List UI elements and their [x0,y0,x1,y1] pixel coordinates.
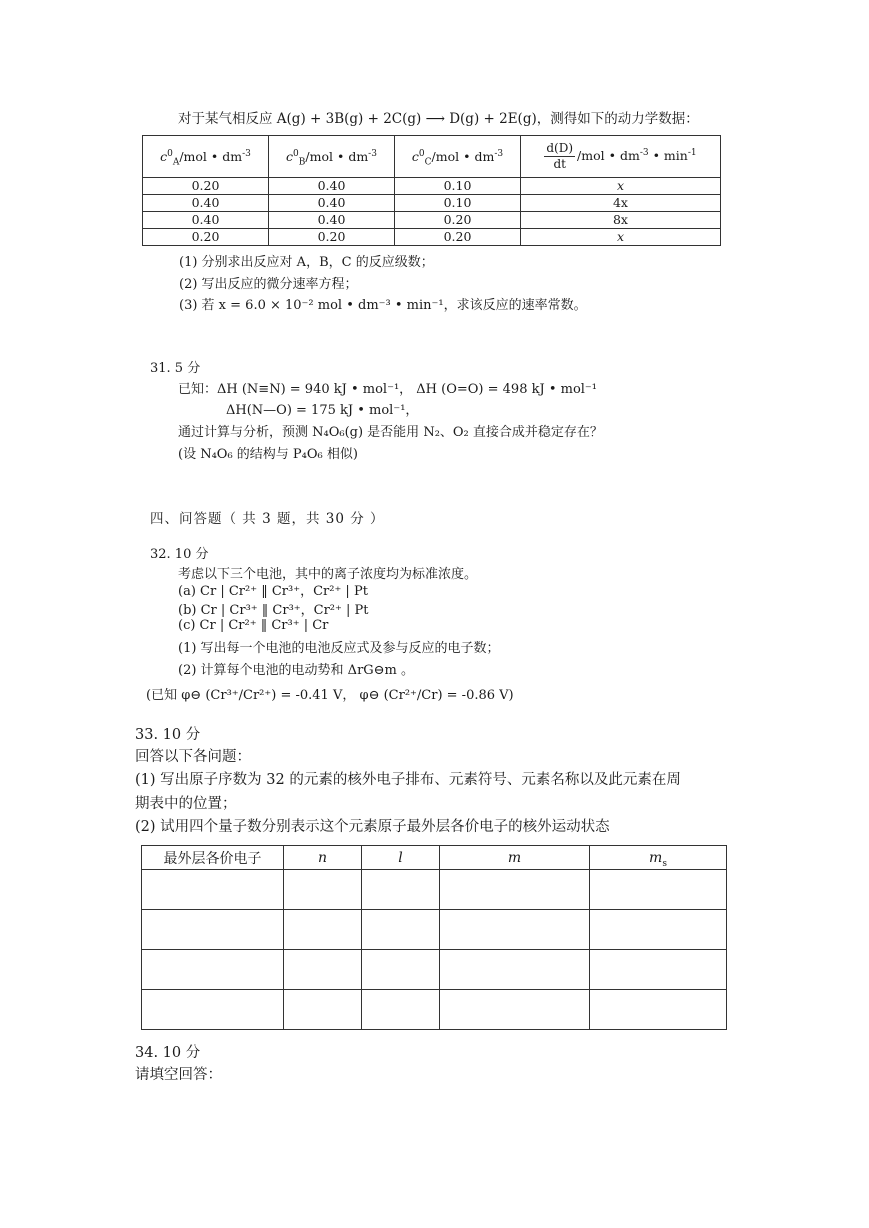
table-cell[interactable] [362,910,440,950]
table-cell: x [521,178,721,195]
q33-sub1-a: (1) 写出原子序数为 32 的元素的核外电子排布、元素符号、元素名称以及此元素在周 [135,772,681,788]
table-cell[interactable] [284,950,362,990]
table-cell: 4x [521,195,721,212]
q31-line1: 已知：ΔH (N≡N) = 940 kJ • mol⁻¹， ΔH (O=O) = 498 kJ • mol⁻¹ [178,382,598,397]
q34-intro: 请填空回答： [135,1067,222,1083]
q30-intro: 对于某气相反应 A(g) + 3B(g) + 2C(g) ⟶ D(g) + 2E(g)，测得如下的动力学数据： [178,111,699,127]
table-cell: 0.10 [395,195,521,212]
table-cell: 0.40 [143,195,269,212]
q33-title: 33. 10 分 [135,727,201,743]
quantum-number-table [141,845,727,1030]
table-cell[interactable] [284,910,362,950]
table-cell: 8x [521,212,721,229]
header-rate: $\frac{d(D)}{dt}$ /mol • $dm^{-3}$ • $\min^{-1}$ [521,136,721,178]
table-cell[interactable] [142,870,284,910]
table-row [142,990,727,1030]
q30-sub3: (3) 若 x = 6.0 × 10⁻² mol • dm⁻³ • min⁻¹，求该反应的速率常数。 [179,298,587,313]
q33-intro: 回答以下各问题： [135,749,251,765]
q32-intro: 考虑以下三个电池，其中的离子浓度均为标准浓度。 [178,567,478,582]
table-row [142,870,727,910]
q32-cell-a: (a) Cr | Cr²⁺ ‖ Cr³⁺，Cr²⁺ | Pt [178,584,368,599]
table-cell[interactable] [590,910,727,950]
q31-line4: (设 N₄O₆ 的结构与 P₄O₆ 相似) [178,447,358,462]
table-cell: x [521,229,721,246]
table-cell[interactable] [590,990,727,1030]
table-cell[interactable] [142,910,284,950]
table-cell[interactable] [142,990,284,1030]
q31-line3: 通过计算与分析，预测 N₄O₆(g) 是否能用 N₂、O₂ 直接合成并稳定存在？ [178,425,603,440]
q31-line2: ΔH(N—O) = 175 kJ • mol⁻¹， [226,403,419,418]
table-row [143,178,721,195]
header-valence-electron: 最外层各价电子 [142,846,284,870]
table-row [142,950,727,990]
table-row [143,195,721,212]
table-row [142,910,727,950]
q31-title: 31. 5 分 [150,361,201,376]
table-cell: 0.20 [143,229,269,246]
table-cell[interactable] [590,870,727,910]
header-cc: $c^0_C$/mol • $dm^{-3}$ [395,136,521,178]
kinetics-table [142,135,721,246]
q32-cell-b: (b) Cr | Cr³⁺ ‖ Cr³⁺，Cr²⁺ | Pt [178,603,369,618]
table-cell: 0.40 [269,195,395,212]
q30-sub2: (2) 写出反应的微分速率方程； [179,277,358,292]
header-ca: $c^0_A$/mol • $dm^{-3}$ [143,136,269,178]
table-cell[interactable] [590,950,727,990]
q34-title: 34. 10 分 [135,1045,201,1061]
q32-known: (已知 φ⊖ (Cr³⁺/Cr²⁺) = -0.41 V， φ⊖ (Cr²⁺/Cr) = -0.86 V) [146,688,514,703]
table-cell: 0.20 [395,229,521,246]
table-row [143,229,721,246]
table-cell[interactable] [284,990,362,1030]
section4-title: 四、问答题（ 共 3 题，共 30 分 ） [150,511,385,527]
q33-sub1-b: 期表中的位置； [135,796,237,812]
table-cell: 0.40 [143,212,269,229]
table-cell[interactable] [440,950,590,990]
table-cell[interactable] [362,870,440,910]
q32-cell-c: (c) Cr | Cr²⁺ ‖ Cr³⁺ | Cr [178,618,329,633]
header-cb: $c^0_B$/mol • $dm^{-3}$ [269,136,395,178]
table-cell: 0.40 [269,212,395,229]
header-ms: $m_s$ [590,846,727,870]
table-cell[interactable] [440,910,590,950]
table-cell: 0.40 [269,178,395,195]
kinetics-header-row [143,136,721,178]
table-cell[interactable] [362,990,440,1030]
table-cell[interactable] [142,950,284,990]
table-cell: 0.20 [143,178,269,195]
table-cell[interactable] [440,870,590,910]
header-n: n [284,846,362,870]
table-cell: 0.20 [395,212,521,229]
table-cell: 0.20 [269,229,395,246]
header-m: m [440,846,590,870]
header-l: l [362,846,440,870]
table-cell[interactable] [284,870,362,910]
q32-title: 32. 10 分 [150,547,209,562]
q32-sub2: (2) 计算每个电池的电动势和 ΔrG⊖m 。 [178,663,415,678]
table-cell: 0.10 [395,178,521,195]
table-cell[interactable] [440,990,590,1030]
rate-fraction: $\frac{d(D)}{dt}$ [546,141,574,171]
q30-sub1: (1) 分别求出反应对 A，B，C 的反应级数； [179,255,434,270]
qn-header-row [142,846,727,870]
table-cell[interactable] [362,950,440,990]
q32-sub1: (1) 写出每一个电池的电池反应式及参与反应的电子数； [178,641,500,656]
table-row [143,212,721,229]
q33-sub2: (2) 试用四个量子数分别表示这个元素原子最外层各价电子的核外运动状态 [135,819,610,835]
